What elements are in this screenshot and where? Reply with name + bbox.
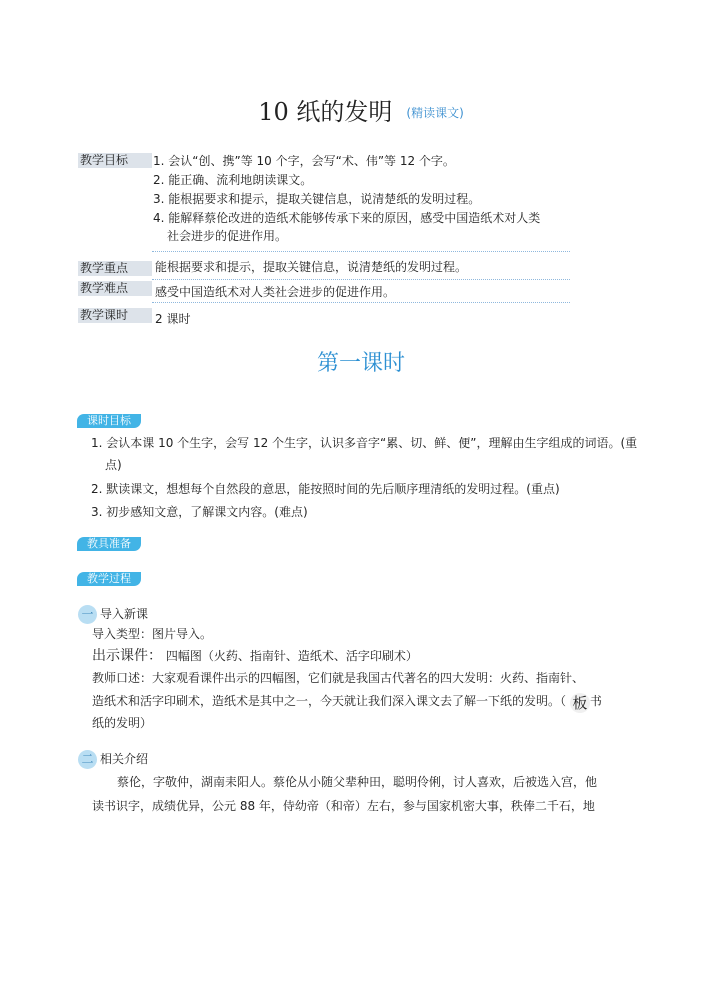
divider (152, 302, 570, 303)
teacher-talk-text-2: 造纸术和活字印刷术，造纸术是其中之一，今天就让我们深入课文去了解一下纸的发明。（ (92, 694, 567, 708)
period-goals-label: 课时目标 (77, 414, 141, 428)
board-mark-small: 书 (589, 694, 602, 708)
divider (152, 279, 570, 280)
period-goal-2: 2. 默读课文，想想每个自然段的意思，能按照时间的先后顺序理清纸的发明过程。(重点) (91, 482, 560, 496)
hours-text: 2 课时 (155, 312, 191, 326)
hours-label: 教学课时 (78, 308, 152, 323)
process-label: 教学过程 (77, 572, 141, 586)
lesson-type-tag: (精读课文) (406, 106, 464, 120)
goal-item-3: 3. 能根据要求和提示，提取关键信息，说清楚纸的发明过程。 (153, 192, 481, 206)
intro-paragraph-line-2: 读书识字，成绩优异，公元 88 年，侍幼帝（和帝）左右，参与国家机密大事，秩俸二千石，地 (92, 799, 595, 813)
period-goal-1: 1. 会认本课 10 个生字，会写 12 个生字，认识多音字“累、切、鲜、便”，理解由生字组成的词语。(重 (91, 436, 638, 450)
goal-item-1: 1. 会认“创、携”等 10 个字，会写“术、伟”等 12 个字。 (153, 154, 455, 168)
intro-type-line: 导入类型：图片导入。 (92, 627, 213, 641)
period-goal-3: 3. 初步感知文意，了解课文内容。(难点) (91, 505, 308, 519)
period-goal-1-cont: 点) (105, 458, 122, 472)
difficulty-label: 教学难点 (78, 281, 152, 296)
key-point-text: 能根据要求和提示，提取关键信息，说清楚纸的发明过程。 (155, 260, 468, 274)
part1-title: 导入新课 (100, 607, 149, 621)
part2-title: 相关介绍 (100, 752, 149, 766)
part-number-2: 二 (78, 750, 97, 769)
board-mark-big: 板 (570, 693, 590, 713)
lesson-title-text: 10 纸的发明 (258, 98, 393, 126)
intro-paragraph-line-1: 蔡伦，字敬仲，湖南耒阳人。蔡伦从小随父辈种田，聪明伶俐，讨人喜欢，后被选入宫，他 (117, 775, 598, 789)
prep-label: 教具准备 (77, 537, 141, 551)
part-number-1: 一 (78, 605, 97, 624)
show-courseware-line (92, 647, 418, 666)
goal-item-4-cont: 社会进步的促进作用。 (167, 229, 288, 243)
difficulty-text: 感受中国造纸术对人类社会进步的促进作用。 (155, 285, 396, 299)
goal-item-2: 2. 能正确、流利地朗读课文。 (153, 173, 313, 187)
divider (152, 251, 570, 252)
show-courseware-text: 四幅图（火药、指南针、造纸术、活字印刷术） (165, 649, 418, 663)
teacher-talk-line-1: 教师口述：大家观看课件出示的四幅图，它们就是我国古代著名的四大发明：火药、指南针、 (92, 671, 585, 685)
teacher-talk-line-3: 纸的发明） (92, 716, 153, 730)
key-point-label: 教学重点 (78, 261, 152, 276)
goals-label: 教学目标 (78, 153, 152, 168)
lesson-title (0, 92, 722, 127)
goal-item-4: 4. 能解释蔡伦改进的造纸术能够传承下来的原因，感受中国造纸术对人类 (153, 211, 541, 225)
teacher-talk-line-2 (92, 692, 602, 713)
show-courseware-prefix: 出示课件： (92, 648, 162, 664)
section-title: 第一课时 (316, 351, 405, 376)
